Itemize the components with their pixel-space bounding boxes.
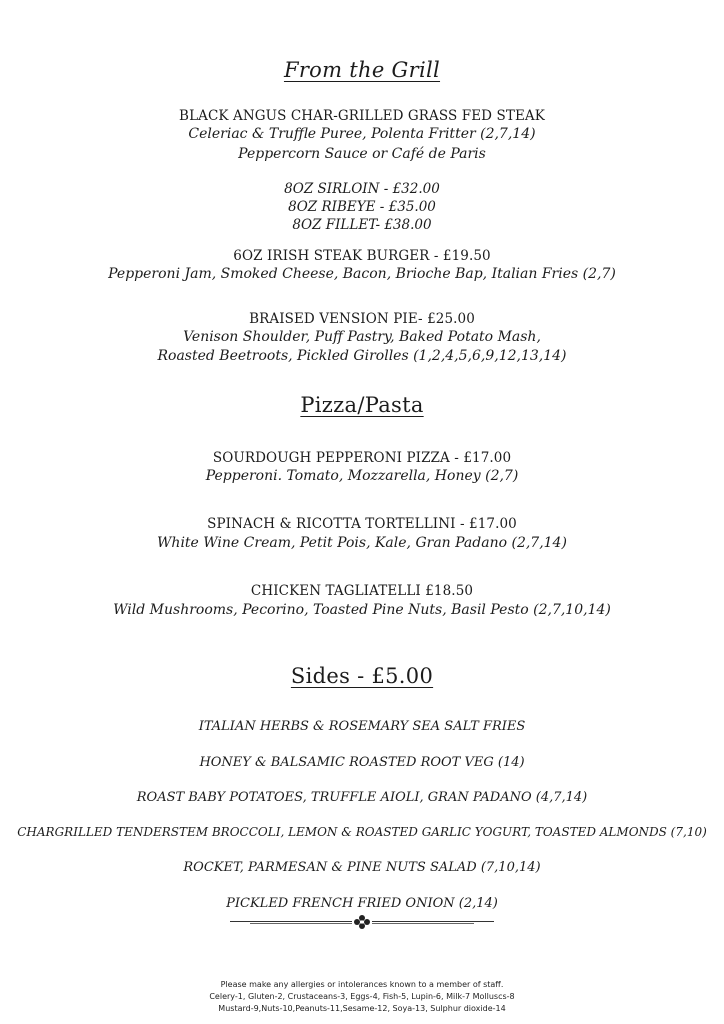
side-item: ITALIAN HERBS & ROSEMARY SEA SALT FRIES bbox=[198, 719, 526, 734]
section-title-sides: Sides - £5.00 bbox=[290, 664, 434, 688]
menu-item-name: SPINACH & RICOTTA TORTELLINI - £17.00 bbox=[207, 516, 517, 532]
menu-item-description: Peppercorn Sauce or Café de Paris bbox=[238, 146, 486, 162]
side-item: HONEY & BALSAMIC ROASTED ROOT VEG (14) bbox=[199, 755, 525, 770]
menu-item-description: Celeriac & Truffle Puree, Polenta Fritter (2,7,14) bbox=[188, 126, 536, 142]
menu-item-name: BLACK ANGUS CHAR-GRILLED GRASS FED STEAK bbox=[179, 108, 545, 124]
allergen-key: Mustard-9,Nuts-10,Peanuts-11,Sesame-12, Soya-13, Sulphur dioxide-14 bbox=[218, 1004, 506, 1013]
section-title-grill: From the Grill bbox=[283, 58, 441, 82]
side-item: CHARGRILLED TENDERSTEM BROCCOLI, LEMON & ROASTED GARLIC YOGURT, TOASTED ALMONDS (7,10) bbox=[17, 825, 707, 839]
steak-cut-price: 8OZ FILLET- £38.00 bbox=[292, 217, 432, 233]
fleuron-divider-icon bbox=[352, 914, 372, 930]
menu-item-name: SOURDOUGH PEPPERONI PIZZA - £17.00 bbox=[212, 450, 512, 466]
menu-item-description: Pepperoni. Tomato, Mozzarella, Honey (2,7) bbox=[205, 468, 519, 484]
menu-item-description: Wild Mushrooms, Pecorino, Toasted Pine Nuts, Basil Pesto (2,7,10,14) bbox=[113, 602, 611, 618]
side-item: ROAST BABY POTATOES, TRUFFLE AIOLI, GRAN PADANO (4,7,14) bbox=[136, 790, 588, 805]
menu-item-name: CHICKEN TAGLIATELLI £18.50 bbox=[250, 583, 474, 599]
steak-cut-price: 8OZ SIRLOIN - £32.00 bbox=[284, 181, 440, 197]
menu-item-description: Venison Shoulder, Puff Pastry, Baked Potato Mash, bbox=[183, 329, 541, 345]
menu-item-description: Roasted Beetroots, Pickled Girolles (1,2,4,5,6,9,12,13,14) bbox=[157, 348, 567, 364]
allergy-notice: Please make any allergies or intolerances known to a member of staff. bbox=[220, 980, 504, 989]
menu-item-description: Pepperoni Jam, Smoked Cheese, Bacon, Brioche Bap, Italian Fries (2,7) bbox=[108, 266, 616, 282]
menu-item-description: White Wine Cream, Petit Pois, Kale, Gran Padano (2,7,14) bbox=[157, 535, 567, 551]
menu-item-name: BRAISED VENSION PIE- £25.00 bbox=[249, 311, 475, 327]
side-item: PICKLED FRENCH FRIED ONION (2,14) bbox=[226, 896, 498, 911]
section-title-pizza-pasta: Pizza/Pasta bbox=[300, 393, 424, 417]
side-item: ROCKET, PARMESAN & PINE NUTS SALAD (7,10,14) bbox=[183, 860, 541, 875]
menu-item-name: 6OZ IRISH STEAK BURGER - £19.50 bbox=[233, 248, 491, 264]
steak-cut-price: 8OZ RIBEYE - £35.00 bbox=[288, 199, 436, 215]
allergen-key: Celery-1, Gluten-2, Crustaceans-3, Eggs-4, Fish-5, Lupin-6, Milk-7 Molluscs-8 bbox=[209, 992, 515, 1001]
